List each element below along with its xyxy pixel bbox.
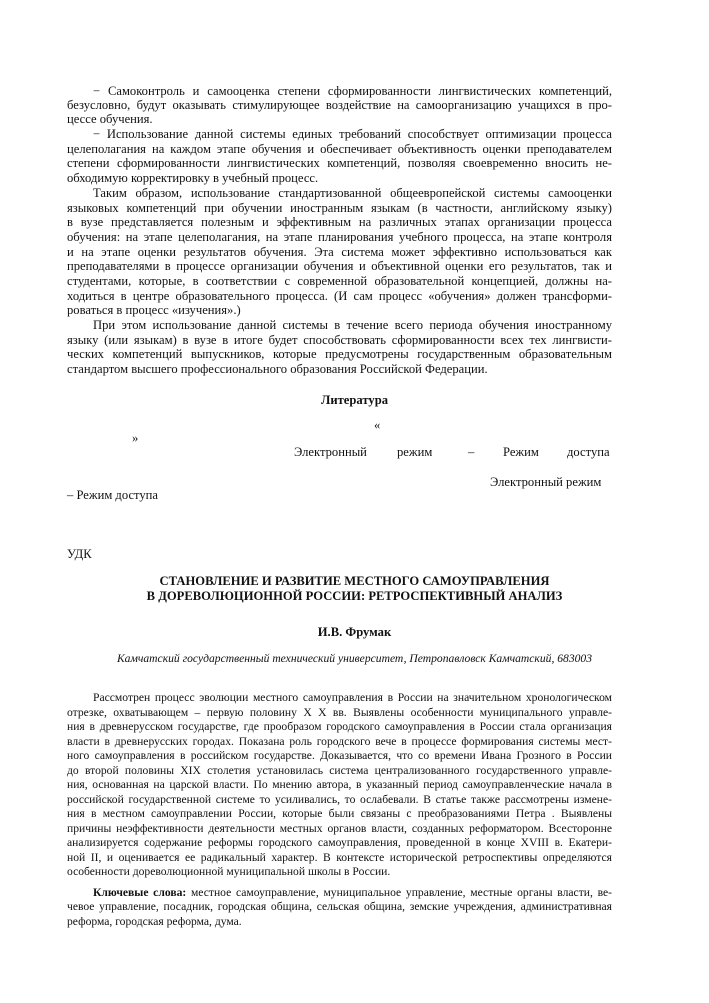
literature-fragment: » (132, 431, 139, 445)
paragraph-line: языковых компетенций при обучении иностранным языкам (в частности, английскому языку) (67, 201, 612, 215)
keywords-line: реформа, городская реформа, дума. (67, 915, 242, 928)
article-title-line: В ДОРЕВОЛЮЦИОННОЙ РОССИИ: РЕТРОСПЕКТИВНЫЙ АНАЛИЗ (146, 589, 563, 603)
paragraph-line: преподавателями в процессе организации обучения и объективной оценки его результатов, так и (67, 259, 612, 273)
abstract-line: причины неэффективности деятельности местных органов власти, созданных реформатором. Всесторонне (67, 822, 612, 835)
abstract-line: ной II, и оценивается ее радикальный характер. В контексте исторической ретроспективы определяются (67, 851, 612, 864)
paragraph-line: и на этапе оценки результатов обучения. Эта система может эффективно использоваться как (67, 245, 612, 259)
literature-fragment: Электронный режим (490, 475, 602, 489)
article-title-line: СТАНОВЛЕНИЕ И РАЗВИТИЕ МЕСТНОГО САМОУПРАВЛЕНИЯ (159, 574, 550, 588)
abstract-line: отрезке, охватывающем – первую половину X X вв. Выявлены особенности муниципального управле- (67, 706, 612, 719)
abstract-line: особенности дореволюционной муниципальной школы в России. (67, 865, 391, 878)
literature-fragment: Режим (503, 445, 539, 459)
paragraph-line: безусловно, будут оказывать стимулирующее воздействие на самоорганизацию учащихся в про- (67, 98, 612, 112)
keywords-line: чевое управление, посадник, городская община, сельская община, земские учреждения, административная (67, 900, 612, 913)
abstract-line: ния в местном самоуправлении России, которые были связаны с преобразованиями Петра . Выявлены (67, 807, 612, 820)
keywords-line (93, 886, 612, 900)
abstract-line: анализируется содержание реформы городского самоуправления, проведенной в конце XVIII в. Екатери- (67, 836, 612, 849)
paragraph-line: роваться в процесс «изучения».) (67, 303, 241, 317)
paragraph-line: ходиться в центре образовательного процесса. (И сам процесс «обучения» должен трансформи- (67, 289, 612, 303)
paragraph-line: языку (или языкам) в вузе в итоге будет способствовать сформированности всех тех лингвисти- (67, 333, 612, 347)
author-affiliation: Камчатский государственный технический университет, Петропавловск Камчатский, 683003 (116, 652, 593, 665)
paragraph-line: стандартом высшего профессионального образования Российской Федерации. (67, 362, 488, 376)
paragraph-line: обходимую корректировку в учебный процесс. (67, 171, 319, 185)
literature-fragment: « (374, 418, 381, 432)
paragraph-line: Таким образом, использование стандартизованной общеевропейской системы самооценки (93, 186, 612, 200)
abstract-line: Рассмотрен процесс эволюции местного самоуправления в России на значительном хронологическом (93, 691, 612, 704)
abstract-line: ния в древнерусском государстве, где прообразом городского самоуправления в России стала организация (67, 720, 612, 733)
literature-fragment: – Режим доступа (67, 488, 159, 502)
paragraph-line: степени сформированности лингвистических компетенций, позволяя своевременно вносить не- (67, 156, 612, 170)
paragraph-line: студентами, которые, в соответствии с современной образовательной концепцией, должны на- (67, 274, 612, 288)
literature-fragment: Электронный (294, 445, 367, 459)
paragraph-line: − Самоконтроль и самооценка степени сформированности лингвистических компетенций, (93, 84, 612, 98)
abstract-line: ния, основанная на царской власти. По мнению автора, в указанный период самоуправленческие начала в (67, 778, 612, 791)
literature-fragment: режим (397, 445, 433, 459)
keywords-label: Ключевые слова: (93, 886, 187, 899)
literature-fragment: доступа (567, 445, 610, 459)
keywords-text: местное самоуправление, муниципальное управление, местные органы власти, ве- (186, 886, 612, 899)
author-name: И.В. Фрумак (317, 625, 392, 639)
paragraph-line: − Использование данной системы единых требований способствует оптимизации процесса (93, 127, 612, 141)
udk-label: УДК (67, 547, 92, 561)
literature-heading: Литература (320, 393, 388, 407)
paragraph-line: в вузе представляется полезным и эффективным на различных этапах организации процесса (67, 215, 612, 229)
paragraph-line: ческих компетенций выпускников, которые предусмотрены государственным образовательным (67, 347, 612, 361)
paragraph-line: При этом использование данной системы в течение всего периода обучения иностранному (93, 318, 612, 332)
paragraph-line: обучения: на этапе целеполагания, на этапе планирования учебного процесса, на этапе контроля (67, 230, 612, 244)
abstract-line: ного самоуправления в российском государстве. Доказывается, что со времени Ивана Грозного в России (67, 749, 612, 762)
paragraph-line: целеполагания на каждом этапе обучения и обеспечивает объективность оценки преподавателем (67, 142, 612, 156)
paragraph-line: цессе обучения. (67, 112, 153, 126)
abstract-line: до второй половины XIX столетия установилась система централизованного государственного управле- (67, 764, 612, 777)
abstract-line: российской государственной системе то усиливались, то ослабевали. В статье также рассмотрены измене- (67, 793, 612, 806)
literature-fragment: – (468, 445, 475, 459)
abstract-line: власти в древнерусских городах. Показана роль городского вече в процессе формирования системы мест- (67, 735, 612, 748)
